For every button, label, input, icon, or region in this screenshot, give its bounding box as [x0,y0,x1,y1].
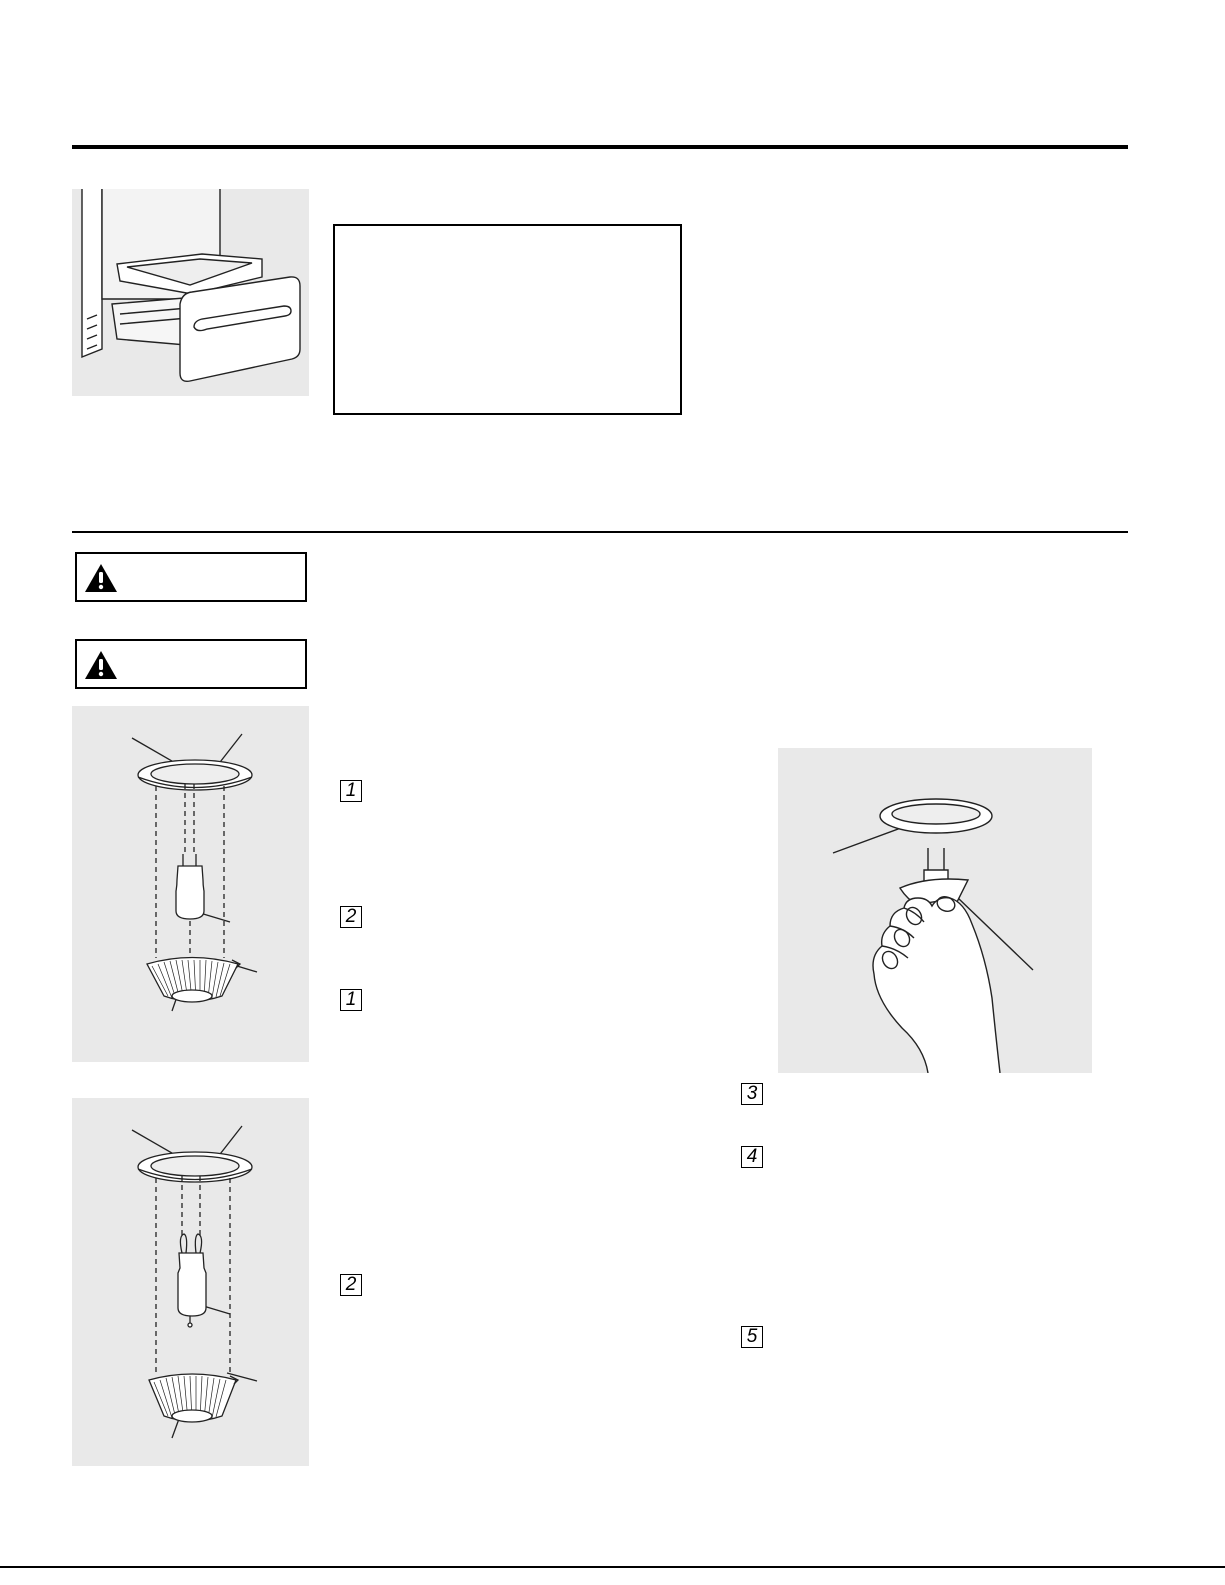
section-rule-top [72,145,1128,149]
drawer-illustration [72,189,309,396]
section-rule-middle [72,531,1128,533]
page-rule-bottom [0,1566,1225,1568]
bulb-diagram-2 [72,1098,309,1466]
warning-triangle-icon [84,563,118,593]
warning-box-1 [75,552,307,602]
step-number-5: 5 [741,1326,763,1348]
warning-box-2 [75,639,307,689]
bulb-diagram-1 [72,706,309,1062]
bulb-removal-illustration [778,748,1092,1073]
warning-triangle-icon [84,650,118,680]
step-number-1: 1 [340,780,362,802]
step-number-1-alt: 1 [340,989,362,1011]
step-number-2: 2 [340,906,362,928]
step-number-4: 4 [741,1146,763,1168]
step-number-2-alt: 2 [340,1274,362,1296]
note-box [333,224,682,415]
step-number-3: 3 [741,1083,763,1105]
